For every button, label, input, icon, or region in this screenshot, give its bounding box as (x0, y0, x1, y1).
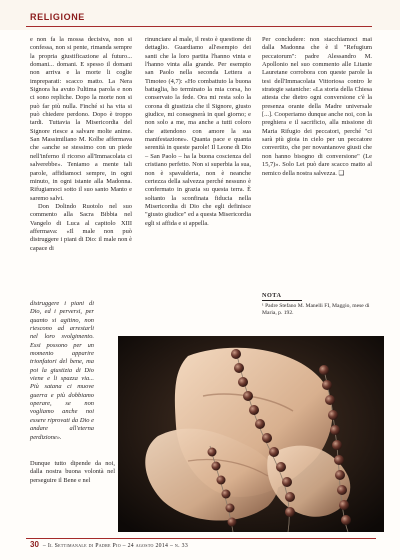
column-1-paragraph-2: Don Dolindo Ruotolo nel suo commento alla Sacra Bibbia nel Vangelo di Luca al capitolo XIII affermava: «Il male non può distruggere i piani di Dio: il male non è capace di (30, 202, 132, 252)
column-1-closing (30, 460, 115, 485)
note-rule (262, 300, 302, 301)
column-3-paragraph: Per concludere: non stacchiamoci mai dalla Madonna che è il "Refugium peccatorum": padre Alessandro M. Apollonio nel suo commento alle Litanie Lauretane corrobora con queste parole la tesi dell'Immacolata Vittoriosa contro le strategie sataniche: «La storia della Chiesa attesta che dietro ogni conversione c'è la presenza orante della Madre universale [...]. Cooperiamo dunque anche noi, con la preghiera e il sacrificio, alla missione di Maria Rifugio dei peccatori, perché "ci sarà più gioia in cielo per un peccatore convertito, che per novantanove giusti che non hanno bisogno di conversione" (Le 15,7)». Solo Lei può dare scacco matto al nemico della nostra salvezza. ❑ (262, 36, 372, 177)
column-1 (30, 36, 132, 253)
column-3 (262, 36, 372, 178)
column-1-paragraph-1: e non fa la mossa decisiva, non si confessa, non si pente, rimanda sempre la propria giustificazione al futuro... domani... domani. E spesso il domani non arriva e la morte li coglie impreparati: scacco matto. La Nera Signora ha avuto l'ultima parola e non ci sono repliche. Dopo la morte non si può far più nulla. Finché si ha vita si può chiedere perdono. Dopo è troppo tardi. Tuttavia la Misericordia del Signore riesce a salvare molte anime. San Massimiliano M. Kolbe affermava che «anche se stessimo con un piede nell'inferno il ricorso all'Immacolata ci salverebbe». Teniamo a mente tali parole, affidiamoci sempre, in ogni minuto, in ogni istante alla Madonna. Rifugiamoci sotto il suo santo Manto e saremo salvi. (30, 36, 132, 202)
rosary-photo (118, 336, 384, 532)
note-text: ¹ Padre Stefano M. Manelli FI, Maggio, mese di Maria, p. 192. (262, 303, 370, 317)
column-1-quote-continued (30, 300, 94, 442)
note-title: NOTA (262, 292, 282, 299)
section-label: RELIGIONE (30, 12, 85, 22)
page-footer (30, 540, 188, 549)
column-2 (145, 36, 251, 228)
hands-rosary-illustration (118, 336, 384, 532)
footer-publication: – Il Settimanale di Padre Pio – 24 agosto 2014 – n. 33 (42, 543, 189, 549)
column-1-quote-text: distruggere i piani di Dio, ed i perversi, per quanto si agitino, non riescono ad arrestarli nel loro svolgimento. Essi possono per un momento apparire trionfatori del bene, ma poi la giustizia di Dio viene e li spazza via... Più satana ci muove guerra e più dobbiamo operare, se non vogliamo anche noi essere riprovati da Dio e andare all'eterna perdizione». (30, 300, 94, 441)
page-number: 30 (30, 540, 39, 549)
footer-rule (26, 538, 376, 539)
column-2-paragraph: rinunciare al male, il resto è questione di dettaglio. Guardiamo all'esempio dei santi che la loro partita l'hanno vinta e l'hanno vinta alla grande. Per esempio san Paolo nella seconda Lettera a Timoteo (4,7): «Ho combattuto la buona battaglia, ho terminato la mia corsa, ho conservato la fede. Ora mi resta solo la corona di giustizia che il Signore, giusto giudice, mi consegnerà in quel giorno; e non solo a me, ma anche a tutti coloro che attendono con amore la sua manifestazione». Quanta pace e quanta serenità in queste parole! Il Leone di Dio – San Paolo – ha la buona coscienza del cristiano perfetto. Non si superbia la sua, non è spavalderia, non è neanche certezza della salvezza perché nessuno è confermato in grazia su questa terra. È soltanto la sconfinata fiducia nella Misericordia di Dio che egli definisce "giusto giudice" ed a questa Misericordia egli si affida e si appella. (145, 36, 251, 227)
header-rule (26, 26, 372, 27)
column-1-closing-text: Dunque tutto dipende da noi, dalla nostra buona volontà nel perseguire il Bene e nel (30, 460, 115, 484)
